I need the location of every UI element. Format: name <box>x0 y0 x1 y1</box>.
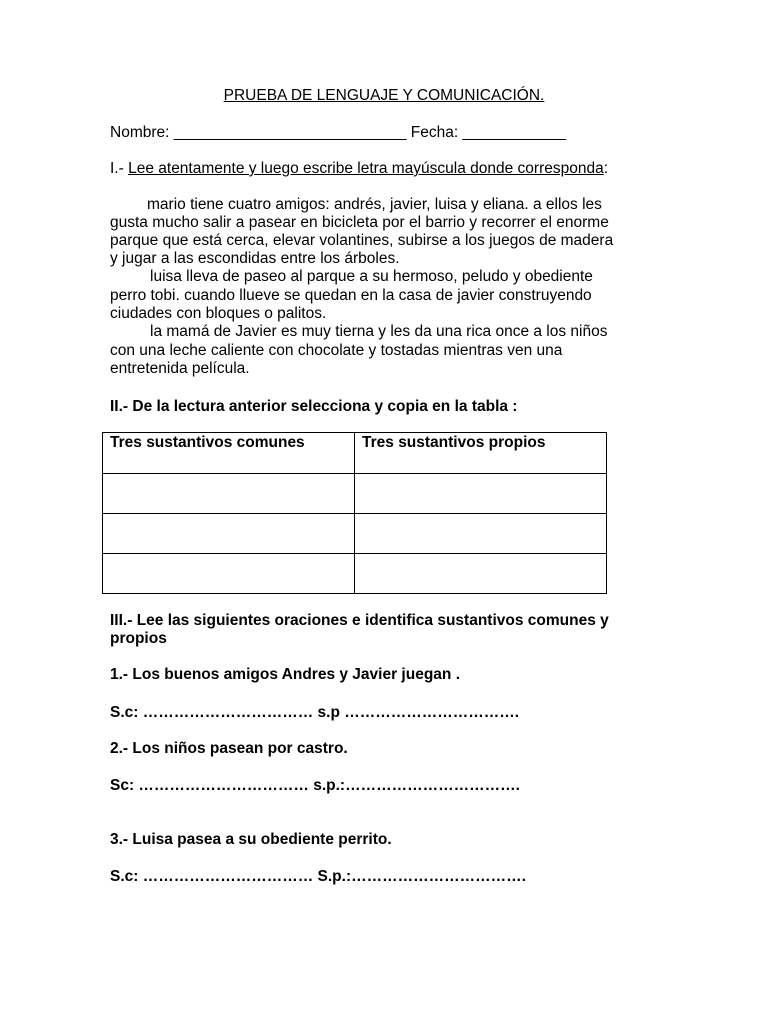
sentence-2: 2.- Los niños pasean por castro. <box>110 740 348 757</box>
paragraph-line: luisa lleva de paseo al parque a su hermoso, peludo y obediente <box>150 268 593 285</box>
section1-prefix: I.- <box>110 160 129 177</box>
paragraph-line: y jugar a las escondidas entre los árboles. <box>110 250 400 267</box>
section3-instruction-line2: propios <box>110 630 167 647</box>
table-row <box>103 554 607 594</box>
table-header-cell <box>103 433 355 474</box>
name-date-line: Nombre: ___________________________ Fecha: ____________ <box>110 124 566 141</box>
section1-instruction <box>110 160 608 178</box>
table-header-cell <box>355 433 607 474</box>
section2-instruction: II.- De la lectura anterior selecciona y copia en la tabla : <box>110 398 518 415</box>
answer-line-2: Sc: …………………………… s.p.:……………………………. <box>110 777 520 794</box>
table-cell[interactable] <box>355 554 607 594</box>
header-common-nouns: Tres sustantivos comunes <box>110 434 305 451</box>
paragraph-line: gusta mucho salir a pasear en bicicleta por el barrio y recorrer el enorme <box>110 214 609 231</box>
paragraph-line: la mamá de Javier es muy tierna y les da una rica once a los niños <box>150 323 608 340</box>
answer-line-3: S.c: …………………………… S.p.:……………………………. <box>110 868 526 885</box>
answer-line-1: S.c: …………………………… s.p ……………………………. <box>110 704 520 721</box>
section1-suffix: : <box>603 160 609 177</box>
table-cell[interactable] <box>103 474 355 514</box>
page-title: PRUEBA DE LENGUAJE Y COMUNICACIÓN. <box>223 87 545 104</box>
header-proper-nouns: Tres sustantivos propios <box>362 434 546 451</box>
table-header-row <box>103 433 607 474</box>
table-cell[interactable] <box>103 554 355 594</box>
sentence-1: 1.- Los buenos amigos Andres y Javier juegan . <box>110 666 460 683</box>
paragraph-line: ciudades con bloques o palitos. <box>110 305 327 322</box>
paragraph-line: parque que está cerca, elevar volantines, subirse a los juegos de madera <box>110 232 614 249</box>
paragraph-line: perro tobi. cuando llueve se quedan en la casa de javier construyendo <box>110 287 592 304</box>
table-row <box>103 514 607 554</box>
table-cell[interactable] <box>103 514 355 554</box>
paragraph-line: con una leche caliente con chocolate y tostadas mientras ven una <box>110 342 563 359</box>
table-cell[interactable] <box>355 514 607 554</box>
table-cell[interactable] <box>355 474 607 514</box>
answer-table <box>102 432 607 594</box>
paragraph-line: mario tiene cuatro amigos: andrés, javier, luisa y eliana. a ellos les <box>147 196 602 213</box>
paragraph-line: entretenida película. <box>110 360 250 377</box>
section1-instruction-text: Lee atentamente y luego escribe letra mayúscula donde corresponda <box>128 160 604 177</box>
section3-instruction-line1: III.- Lee las siguientes oraciones e identifica sustantivos comunes y <box>110 612 609 629</box>
sentence-3: 3.- Luisa pasea a su obediente perrito. <box>110 831 392 848</box>
table-row <box>103 474 607 514</box>
